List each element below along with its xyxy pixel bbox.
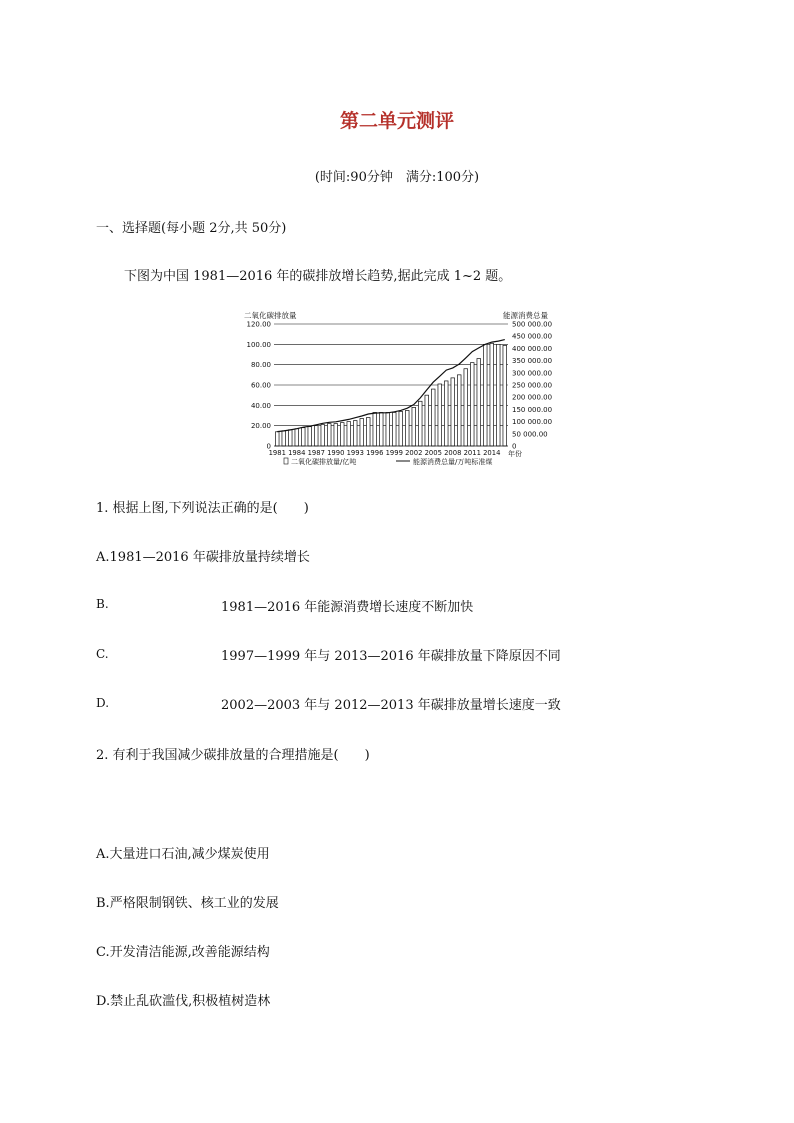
x-tick-label: 2002	[405, 449, 423, 457]
question-1-stem: 1. 根据上图,下列说法正确的是( )	[96, 501, 309, 516]
question-1-option-c-letter: C.	[96, 647, 109, 661]
question-1-option-d-letter: D.	[96, 696, 110, 710]
right-tick-label: 250 000.00	[512, 381, 553, 390]
x-tick-label: 2008	[444, 449, 462, 457]
question-2-option-d[interactable]	[96, 990, 270, 1009]
emission-bar	[470, 363, 474, 446]
emission-bar	[418, 401, 422, 446]
left-axis-ticks	[247, 321, 272, 451]
x-tick-label: 1990	[327, 449, 345, 457]
option-letter: A.	[96, 550, 110, 565]
right-axis-ticks	[512, 321, 552, 451]
x-tick-label: 1987	[307, 449, 325, 457]
emission-bar	[275, 432, 279, 446]
option-text: 严格限制钢铁、核工业的发展	[109, 896, 279, 911]
emission-bar	[399, 411, 403, 446]
right-tick-label: 350 000.00	[512, 357, 553, 366]
left-tick-label: 100.00	[246, 340, 271, 349]
option-text: 大量进口石油,减少煤炭使用	[109, 847, 270, 862]
right-tick-label: 50 000.00	[512, 430, 548, 439]
right-tick-label: 300 000.00	[512, 369, 553, 378]
emission-bar	[314, 426, 318, 446]
x-tick-label: 2005	[424, 449, 442, 457]
emission-bar	[457, 375, 461, 446]
emission-bar	[379, 412, 383, 446]
question-2-option-c[interactable]	[96, 941, 270, 960]
emission-bar	[373, 412, 377, 446]
question-1-option-c-text[interactable]: 1997—1999 年与 2013—2016 年碳排放量下降原因不同	[221, 649, 561, 664]
right-tick-label: 0	[512, 442, 517, 451]
option-text: 1981—2016 年碳排放量持续增长	[109, 550, 310, 565]
emission-bar	[301, 428, 305, 446]
emission-bar	[392, 412, 396, 446]
emission-bar	[308, 427, 312, 446]
question-1-option-d-text[interactable]: 2002—2003 年与 2012—2013 年碳排放量增长速度一致	[221, 698, 561, 713]
emission-bar	[327, 424, 331, 446]
emission-bar	[340, 423, 344, 446]
right-tick-label: 500 000.00	[512, 320, 553, 329]
emission-bar	[347, 422, 351, 446]
option-text: 禁止乱砍滥伐,积极植树造林	[110, 994, 271, 1009]
emission-bar	[288, 430, 292, 446]
legend-energy-label: 能源消费总量/万吨标准煤	[413, 458, 493, 466]
x-axis-ticks	[269, 449, 501, 457]
option-letter: B.	[96, 896, 110, 911]
question-intro: 下图为中国 1981—2016 年的碳排放增长趋势,据此完成 1~2 题。	[124, 269, 512, 284]
x-tick-label: 1981	[268, 449, 286, 457]
left-tick-label: 60.00	[250, 381, 271, 390]
left-tick-label: 20.00	[250, 422, 271, 431]
question-1-option-b-text[interactable]: 1981—2016 年能源消费增长速度不断加快	[221, 600, 474, 615]
question-1-option-a[interactable]	[96, 546, 310, 565]
x-tick-label: 1984	[288, 449, 306, 457]
emission-bar	[464, 369, 468, 446]
emission-bar	[444, 381, 448, 446]
option-letter: C.	[96, 945, 110, 960]
emission-bar	[438, 384, 442, 446]
page-title: 第二单元测评	[339, 110, 454, 132]
emission-bar	[321, 425, 325, 446]
emission-bars	[275, 343, 506, 446]
emission-bar	[282, 431, 286, 446]
left-axis-title: 二氧化碳排放量	[244, 311, 297, 320]
emission-bar	[295, 429, 299, 446]
right-tick-label: 400 000.00	[512, 344, 553, 353]
section-heading: 一、选择题(每小题 2分,共 50分)	[96, 221, 287, 236]
emission-bar	[503, 345, 507, 446]
legend-bar-swatch	[284, 458, 288, 464]
emission-bar	[425, 395, 429, 446]
emission-bar	[360, 419, 364, 446]
emission-bar	[353, 421, 357, 446]
emission-bar	[483, 344, 487, 446]
emission-bar	[412, 407, 416, 446]
emission-bar	[431, 389, 435, 446]
option-letter: D.	[96, 994, 111, 1009]
emission-bar	[366, 418, 370, 446]
exam-time-info: (时间:90分钟 满分:100分)	[314, 170, 480, 185]
chart-legend	[284, 457, 492, 466]
question-2-stem: 2. 有利于我国减少碳排放量的合理措施是( )	[96, 748, 370, 763]
x-tick-label: 1999	[385, 449, 403, 457]
left-tick-label: 120.00	[246, 320, 271, 329]
legend-emission-label: 二氧化碳排放量/亿吨	[291, 458, 357, 466]
option-letter: A.	[96, 847, 110, 862]
x-axis-unit: 年份	[508, 450, 522, 458]
left-tick-label: 80.00	[250, 361, 271, 370]
emission-bar	[451, 378, 455, 446]
question-2-option-a[interactable]	[96, 843, 270, 862]
emission-bar	[496, 344, 500, 446]
emission-bar	[334, 424, 338, 446]
right-tick-label: 200 000.00	[512, 393, 553, 402]
x-tick-label: 1993	[346, 449, 364, 457]
right-tick-label: 100 000.00	[512, 418, 553, 427]
question-2-option-b[interactable]	[96, 892, 279, 911]
x-tick-label: 2011	[463, 449, 481, 457]
x-tick-label: 2014	[483, 449, 501, 457]
carbon-emission-chart	[240, 306, 560, 466]
option-text: 开发清洁能源,改善能源结构	[109, 945, 270, 960]
left-tick-label: 40.00	[250, 401, 271, 410]
emission-bar	[405, 410, 409, 446]
question-1-option-b-letter: B.	[96, 597, 109, 611]
right-tick-label: 450 000.00	[512, 332, 553, 341]
right-tick-label: 150 000.00	[512, 405, 553, 414]
right-axis-title: 能源消费总量	[503, 311, 548, 320]
emission-bar	[477, 359, 481, 446]
emission-bar	[386, 412, 390, 446]
emission-bar	[490, 343, 494, 446]
left-tick-label: 0	[266, 442, 271, 451]
x-tick-label: 1996	[366, 449, 384, 457]
